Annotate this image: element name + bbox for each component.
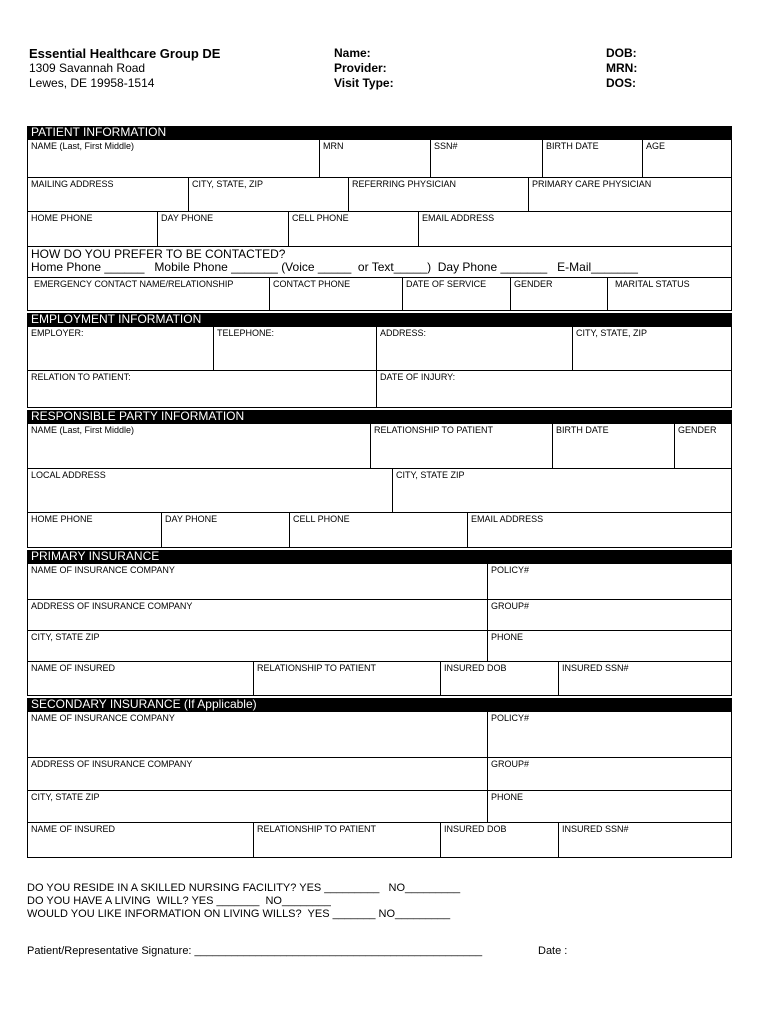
question-living-will[interactable]: DO YOU HAVE A LIVING WILL? YES _______ NO________ [27, 895, 331, 907]
visit-labels [334, 46, 394, 91]
question-skilled-nursing[interactable]: DO YOU RESIDE IN A SKILLED NURSING FACILITY? YES _________ NO_________ [27, 882, 461, 894]
employer-address-field[interactable]: ADDRESS: [377, 327, 573, 370]
emergency-contact-field[interactable]: EMERGENCY CONTACT NAME/RELATIONSHIP [28, 278, 270, 310]
patient-birth-date-field[interactable]: BIRTH DATE [543, 140, 643, 177]
primary-insured-name-field[interactable]: NAME OF INSURED [28, 662, 254, 695]
secondary-phone-field[interactable]: PHONE [491, 792, 524, 802]
patient-row-1 [27, 140, 732, 178]
signature-date-label[interactable]: Date : [538, 945, 568, 957]
primary-row-2 [27, 600, 732, 631]
patient-email-field[interactable]: EMAIL ADDRESS [422, 213, 495, 223]
contact-phone-field[interactable]: CONTACT PHONE [270, 278, 403, 310]
employer-city-state-zip-field[interactable]: CITY, STATE, ZIP [576, 328, 648, 338]
patient-row-3 [27, 212, 732, 247]
responsible-gender-field[interactable]: GENDER [678, 425, 717, 435]
responsible-relationship-field[interactable]: RELATIONSHIP TO PATIENT [371, 424, 553, 468]
responsible-day-phone-field[interactable]: DAY PHONE [162, 513, 290, 547]
dob-label: DOB: [606, 46, 637, 60]
secondary-company-address-field[interactable]: ADDRESS OF INSURANCE COMPANY [28, 758, 488, 790]
responsible-name-field[interactable]: NAME (Last, First Middle) [28, 424, 371, 468]
responsible-local-address-field[interactable]: LOCAL ADDRESS [28, 469, 393, 512]
contact-preference-question: HOW DO YOU PREFER TO BE CONTACTED? [31, 247, 286, 261]
primary-company-address-field[interactable]: ADDRESS OF INSURANCE COMPANY [28, 600, 488, 630]
primary-care-physician-field[interactable]: PRIMARY CARE PHYSICIAN [532, 179, 652, 189]
contact-preference-block[interactable] [27, 247, 732, 278]
patient-age-field[interactable]: AGE [646, 141, 666, 151]
patient-gender-field[interactable]: GENDER [511, 278, 608, 310]
secondary-policy-field[interactable]: POLICY# [491, 713, 530, 723]
patient-day-phone-field[interactable]: DAY PHONE [158, 212, 289, 246]
provider-label: Provider: [334, 61, 387, 75]
secondary-row-2 [27, 758, 732, 791]
responsible-birth-date-field[interactable]: BIRTH DATE [553, 424, 675, 468]
primary-row-1 [27, 564, 732, 600]
patient-mailing-address-field[interactable]: MAILING ADDRESS [28, 178, 189, 211]
relation-to-patient-field[interactable]: RELATION TO PATIENT: [28, 371, 377, 407]
patient-cell-phone-field[interactable]: CELL PHONE [289, 212, 419, 246]
org-address-line2: Lewes, DE 19958-1514 [29, 76, 155, 90]
org-address-line1: 1309 Savannah Road [29, 61, 146, 75]
patient-home-phone-field[interactable]: HOME PHONE [28, 212, 158, 246]
responsible-section-title: RESPONSIBLE PARTY INFORMATION [27, 410, 732, 424]
org-name: Essential Healthcare Group DE [29, 46, 221, 61]
contact-preference-options[interactable]: Home Phone ______ Mobile Phone _______ (Voice _____ or Text_____) Day Phone _______ E-Mail_______ [31, 260, 638, 274]
dos-label: DOS: [606, 76, 636, 90]
name-label: Name: [334, 46, 371, 60]
secondary-insured-dob-field[interactable]: INSURED DOB [441, 823, 559, 857]
id-labels [606, 46, 637, 91]
org-block [29, 46, 220, 91]
primary-company-field[interactable]: NAME OF INSURANCE COMPANY [28, 564, 488, 599]
employer-field[interactable]: EMPLOYER: [28, 327, 214, 370]
date-of-service-field[interactable]: DATE OF SERVICE [403, 278, 511, 310]
patient-mrn-field[interactable]: MRN [320, 140, 431, 177]
employment-section-title: EMPLOYMENT INFORMATION [27, 313, 732, 327]
registration-form [27, 124, 732, 858]
patient-row-2 [27, 178, 732, 212]
secondary-row-1 [27, 712, 732, 758]
secondary-company-field[interactable]: NAME OF INSURANCE COMPANY [28, 712, 488, 757]
employment-row-2 [27, 371, 732, 408]
marital-status-field[interactable]: MARITAL STATUS [615, 279, 690, 289]
secondary-relationship-field[interactable]: RELATIONSHIP TO PATIENT [254, 823, 441, 857]
responsible-city-state-zip-field[interactable]: CITY, STATE ZIP [396, 470, 465, 480]
primary-insured-ssn-field[interactable]: INSURED SSN# [562, 663, 629, 673]
primary-policy-field[interactable]: POLICY# [491, 565, 530, 575]
primary-relationship-field[interactable]: RELATIONSHIP TO PATIENT [254, 662, 441, 695]
secondary-insurance-section-title: SECONDARY INSURANCE (If Applicable) [27, 698, 732, 712]
visit-type-label: Visit Type: [334, 76, 394, 90]
signature-line[interactable]: Patient/Representative Signature: _______________________________________________ [27, 945, 483, 957]
secondary-city-state-zip-field[interactable]: CITY, STATE ZIP [28, 791, 488, 822]
primary-row-3 [27, 631, 732, 662]
mrn-label: MRN: [606, 61, 638, 75]
responsible-row-1 [27, 424, 732, 469]
patient-row-4 [27, 278, 732, 311]
secondary-insured-ssn-field[interactable]: INSURED SSN# [562, 824, 629, 834]
question-living-will-info[interactable]: WOULD YOU LIKE INFORMATION ON LIVING WILLS? YES _______ NO_________ [27, 908, 451, 920]
employer-telephone-field[interactable]: TELEPHONE: [214, 327, 377, 370]
responsible-cell-phone-field[interactable]: CELL PHONE [290, 513, 468, 547]
employment-row-1 [27, 327, 732, 371]
patient-ssn-field[interactable]: SSN# [431, 140, 543, 177]
secondary-insured-name-field[interactable]: NAME OF INSURED [28, 823, 254, 857]
primary-insured-dob-field[interactable]: INSURED DOB [441, 662, 559, 695]
responsible-home-phone-field[interactable]: HOME PHONE [28, 513, 162, 547]
primary-group-field[interactable]: GROUP# [491, 601, 530, 611]
patient-city-state-zip-field[interactable]: CITY, STATE, ZIP [189, 178, 349, 211]
referring-physician-field[interactable]: REFERRING PHYSICIAN [349, 178, 529, 211]
primary-phone-field[interactable]: PHONE [491, 632, 524, 642]
patient-section-title: PATIENT INFORMATION [27, 126, 732, 140]
primary-insurance-section-title: PRIMARY INSURANCE [27, 550, 732, 564]
secondary-row-3 [27, 791, 732, 823]
primary-city-state-zip-field[interactable]: CITY, STATE ZIP [28, 631, 488, 661]
secondary-group-field[interactable]: GROUP# [491, 759, 530, 769]
responsible-email-field[interactable]: EMAIL ADDRESS [471, 514, 544, 524]
secondary-row-4 [27, 823, 732, 858]
responsible-row-2 [27, 469, 732, 513]
patient-name-field[interactable]: NAME (Last, First Middle) [28, 140, 320, 177]
date-of-injury-field[interactable]: DATE OF INJURY: [380, 372, 456, 382]
primary-row-4 [27, 662, 732, 696]
responsible-row-3 [27, 513, 732, 548]
